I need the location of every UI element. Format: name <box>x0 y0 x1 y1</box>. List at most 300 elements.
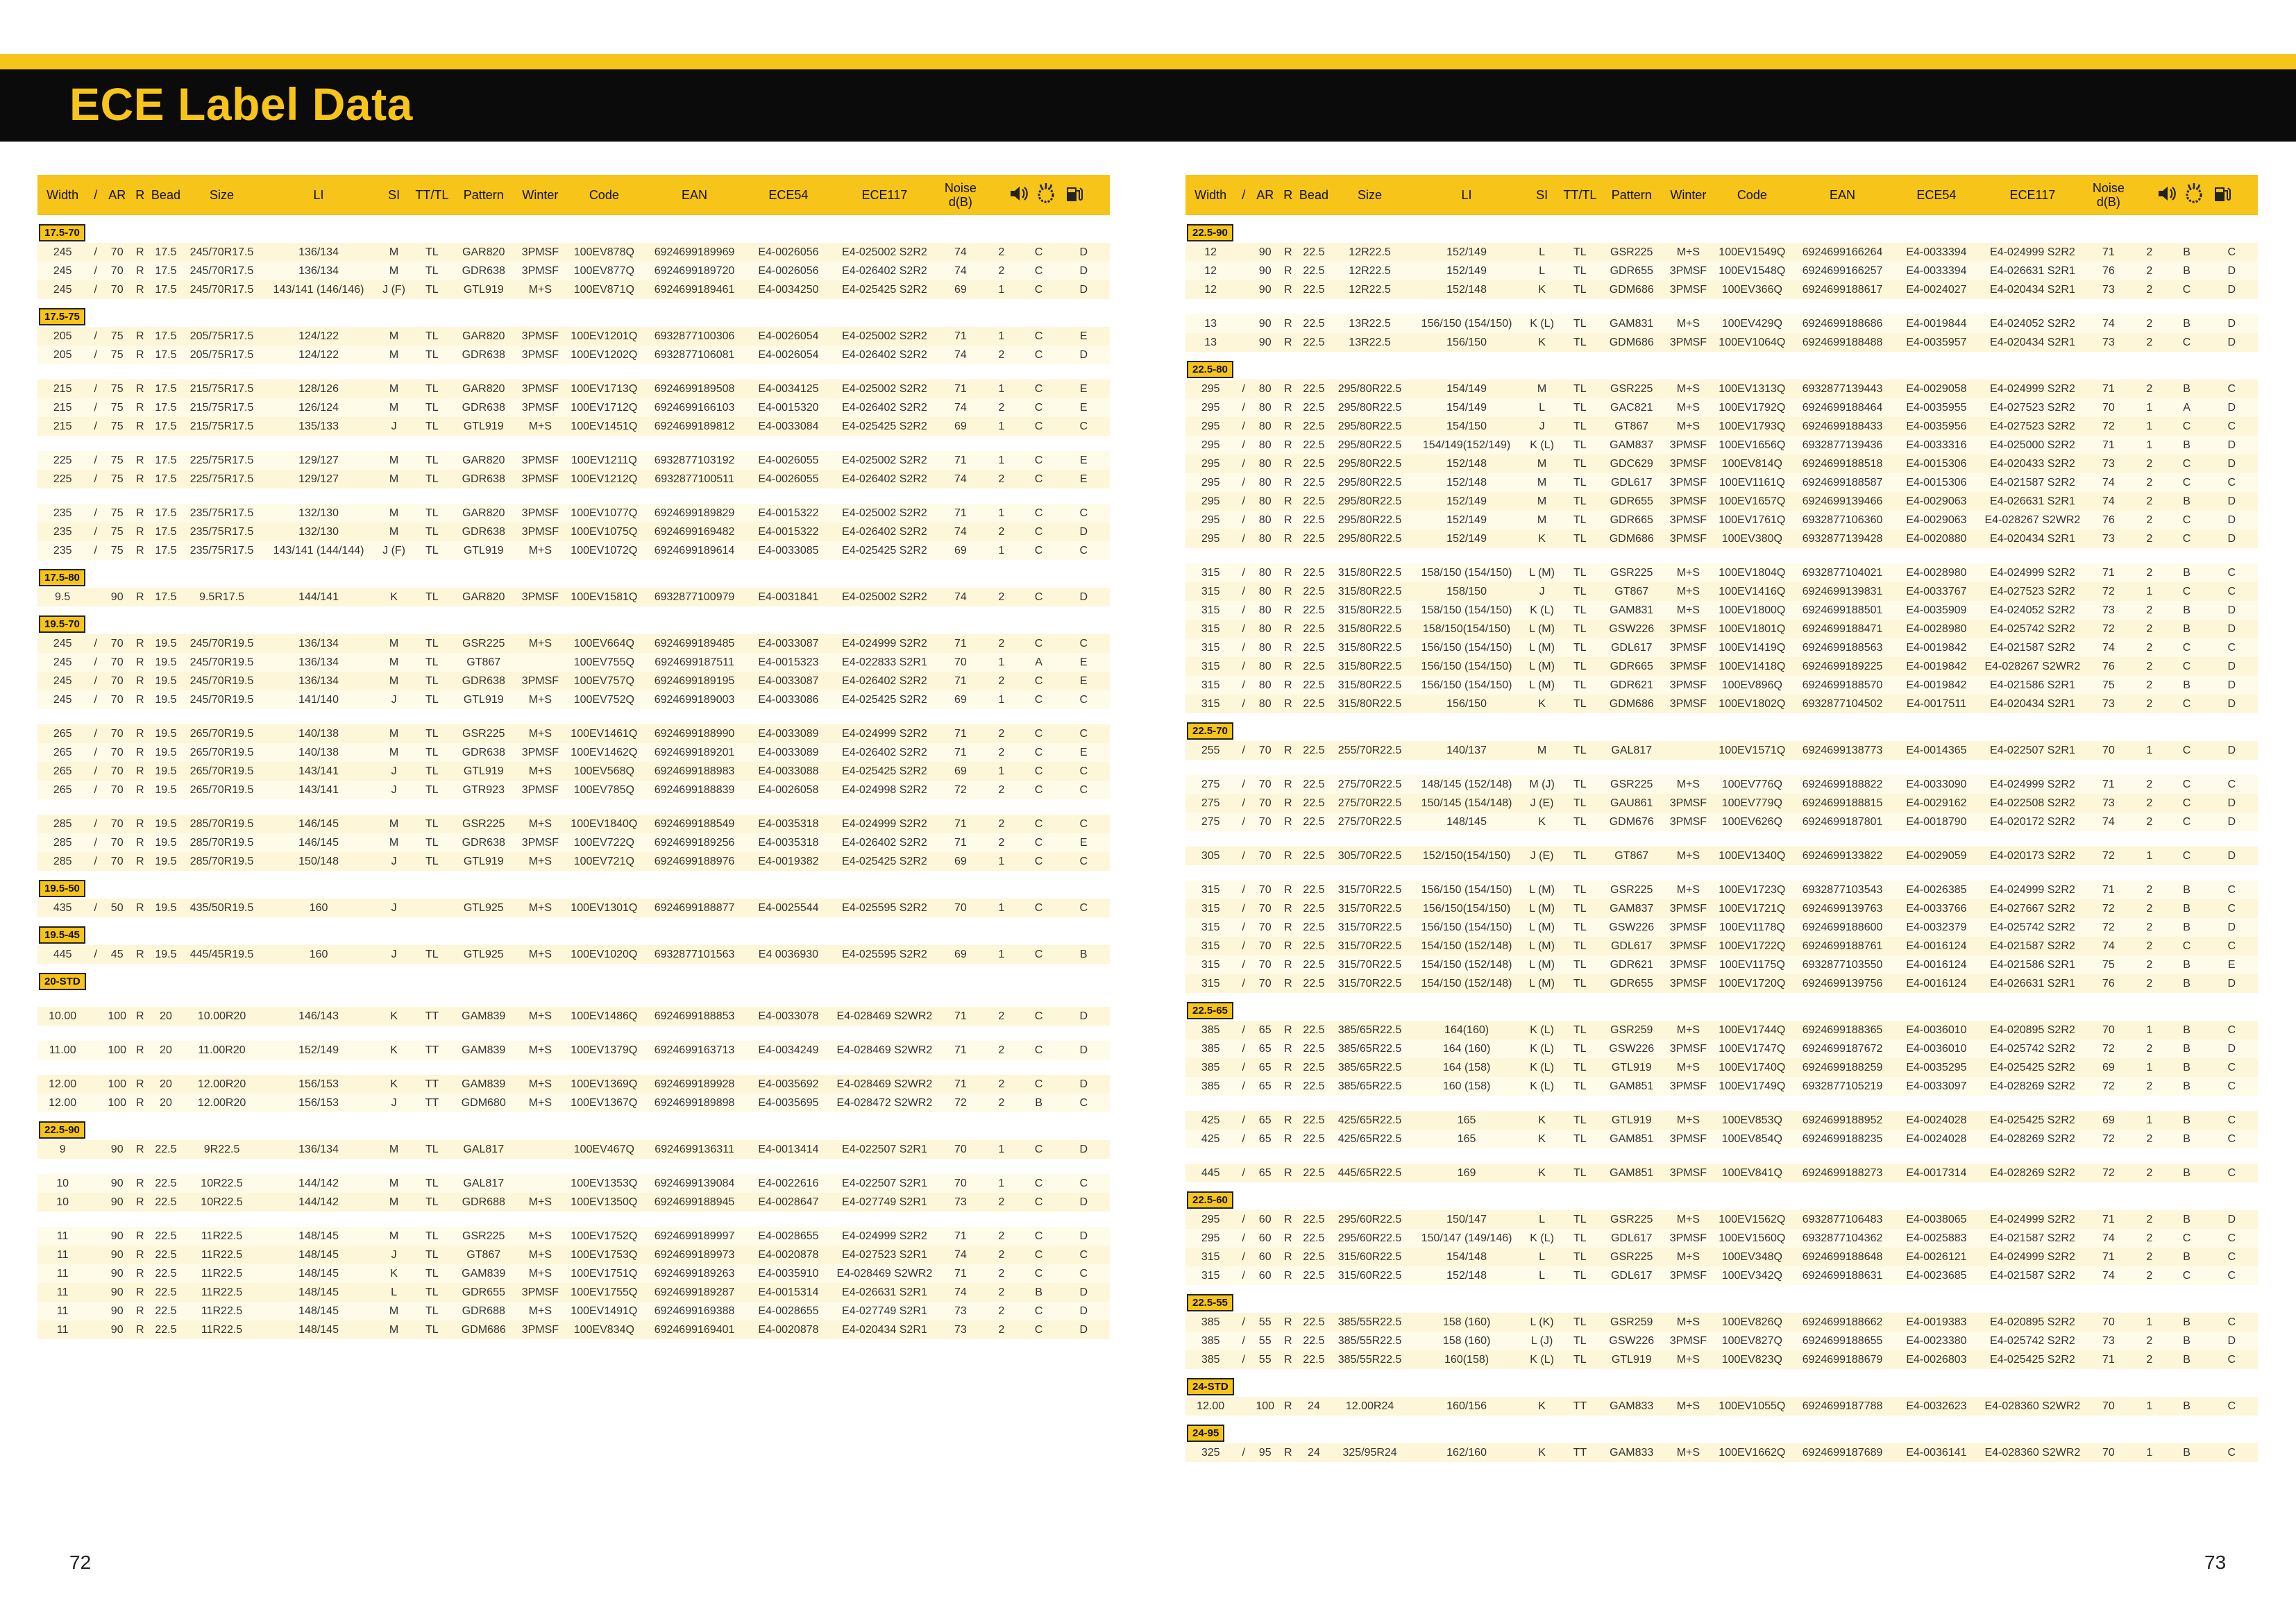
aspect-ratio-cell: 60 <box>1251 1248 1278 1266</box>
ece54-cell: E4-0028980 <box>1894 563 1979 582</box>
width-cell: 295 <box>1185 436 1235 454</box>
bead-cell: 19.5 <box>149 634 183 653</box>
code-cell: 100EV1451Q <box>566 417 643 436</box>
fuel-class-cell: D <box>1057 1041 1110 1060</box>
winter-mark-cell: M+S <box>1663 1397 1713 1416</box>
slash-cell <box>87 1320 103 1339</box>
wet-grip-cell: C <box>2168 937 2206 955</box>
label-icons-header <box>983 175 1110 215</box>
noise-icon <box>2154 182 2178 205</box>
ece54-cell: E4-0029059 <box>1894 847 1979 865</box>
size-group-tag: 17.5-80 <box>39 569 85 586</box>
width-cell: 13 <box>1185 314 1235 333</box>
code-cell: 100EV568Q <box>566 762 643 781</box>
ece117-cell: E4-024999 S2R2 <box>1979 775 2086 794</box>
aspect-ratio-cell: 65 <box>1251 1077 1278 1096</box>
width-cell: 295 <box>1185 511 1235 529</box>
ean-cell: 6924699189508 <box>643 380 746 398</box>
ece117-cell: E4-025425 S2R2 <box>1979 1111 2086 1130</box>
speed-index-cell: M <box>1524 380 1560 398</box>
noise-db-cell: 71 <box>2086 380 2131 398</box>
ean-cell: 6924699169401 <box>643 1320 746 1339</box>
ece117-cell: E4-025425 S2R2 <box>831 690 938 709</box>
noise-db-cell: 74 <box>2086 1229 2131 1248</box>
construction-cell: R <box>1278 1313 1297 1332</box>
aspect-ratio-cell: 65 <box>1251 1111 1278 1130</box>
table-row <box>37 262 1110 280</box>
table-row <box>37 243 1110 262</box>
noise-class-cell: 2 <box>2131 638 2168 657</box>
ean-cell: 6924699188983 <box>643 762 746 781</box>
ece54-cell: E4-0035956 <box>1894 417 1979 436</box>
top-accent-stripe <box>0 54 2296 69</box>
code-cell: 100EV1353Q <box>566 1174 643 1193</box>
noise-class-cell: 2 <box>983 522 1020 541</box>
noise-class-cell: 1 <box>2131 1313 2168 1332</box>
aspect-ratio-cell: 100 <box>1251 1397 1278 1416</box>
fuel-class-cell: C <box>2205 417 2258 436</box>
load-index-cell: 152/148 <box>1409 454 1523 473</box>
aspect-ratio-cell: 90 <box>103 1320 130 1339</box>
width-cell: 385 <box>1185 1077 1235 1096</box>
wet-grip-cell: B <box>2168 380 2206 398</box>
winter-mark-cell: 3PMSF <box>1663 262 1713 280</box>
bead-cell: 19.5 <box>149 724 183 743</box>
noise-class-cell: 1 <box>2131 741 2168 760</box>
code-cell: 100EV1752Q <box>566 1227 643 1246</box>
slash-cell: / <box>1235 638 1251 657</box>
table-row <box>1185 1111 2258 1130</box>
speed-index-cell: J (F) <box>376 280 412 299</box>
ece-label-table-right <box>1185 175 2258 1462</box>
pattern-cell: GDM686 <box>1600 529 1663 548</box>
ean-cell: 6924699189969 <box>643 243 746 262</box>
pattern-cell: GDR655 <box>1600 262 1663 280</box>
tube-type-cell: TL <box>412 1246 452 1264</box>
width-cell: 315 <box>1185 1248 1235 1266</box>
load-index-cell: 148/145 (152/148) <box>1409 775 1523 794</box>
width-cell: 315 <box>1185 563 1235 582</box>
size-cell: 385/55R22.5 <box>1331 1350 1410 1369</box>
aspect-ratio-cell: 70 <box>103 243 130 262</box>
slash-cell: / <box>1235 1266 1251 1285</box>
slash-cell: / <box>87 815 103 833</box>
width-cell: 315 <box>1185 695 1235 713</box>
speed-index-cell: M <box>1524 492 1560 511</box>
code-cell: 100EV752Q <box>566 690 643 709</box>
slash-cell: / <box>1235 657 1251 676</box>
load-index-cell: 165 <box>1409 1130 1523 1148</box>
load-index-cell: 160 (158) <box>1409 1077 1523 1096</box>
ece117-cell: E4-024999 S2R2 <box>831 724 938 743</box>
winter-mark-cell: 3PMSF <box>1663 676 1713 695</box>
construction-cell: R <box>1278 695 1297 713</box>
ece54-cell: E4-0032623 <box>1894 1397 1979 1416</box>
slash-cell: / <box>1235 847 1251 865</box>
slash-cell <box>87 1094 103 1112</box>
noise-db-cell: 73 <box>2086 280 2131 299</box>
load-index-cell: 162/160 <box>1409 1443 1523 1462</box>
fuel-class-cell: D <box>2205 601 2258 620</box>
pattern-cell: GDR638 <box>452 262 515 280</box>
size-cell: 10.00R20 <box>183 1007 262 1026</box>
size-cell: 265/70R19.5 <box>183 781 262 799</box>
size-cell: 215/75R17.5 <box>183 380 262 398</box>
ece54-cell: E4-0013414 <box>746 1140 831 1159</box>
table-row <box>37 1227 1110 1246</box>
bead-cell: 22.5 <box>1297 243 1331 262</box>
table-row <box>37 852 1110 871</box>
load-index-cell: 146/145 <box>261 815 375 833</box>
ean-cell: 6924699189263 <box>643 1264 746 1283</box>
speed-index-cell: M <box>376 724 412 743</box>
code-cell: 100EV877Q <box>566 262 643 280</box>
noise-class-cell: 2 <box>983 1075 1020 1094</box>
code-cell: 100EV626Q <box>1714 813 1791 831</box>
winter-mark-cell: M+S <box>515 945 565 964</box>
ece117-cell: E4-026402 S2R2 <box>831 672 938 690</box>
width-cell: 285 <box>37 852 87 871</box>
width-cell: 315 <box>1185 638 1235 657</box>
bead-cell: 22.5 <box>1297 775 1331 794</box>
size-cell: 315/70R22.5 <box>1331 881 1410 899</box>
ean-cell: 6932877103550 <box>1791 955 1894 974</box>
wet-grip-cell: B <box>2168 492 2206 511</box>
wet-grip-cell: C <box>1020 380 1058 398</box>
construction-cell: R <box>130 1075 149 1094</box>
fuel-class-cell: D <box>2205 974 2258 993</box>
tube-type-cell: TL <box>1560 380 1600 398</box>
ece117-cell: E4-024999 S2R2 <box>1979 1210 2086 1229</box>
noise-db-cell: 73 <box>2086 333 2131 352</box>
aspect-ratio-cell: 95 <box>1251 1443 1278 1462</box>
speed-index-cell: J <box>1524 582 1560 601</box>
pattern-cell: GAM851 <box>1600 1164 1663 1182</box>
wet-grip-icon <box>1034 182 1058 205</box>
width-cell: 245 <box>37 653 87 672</box>
size-cell: 315/80R22.5 <box>1331 638 1410 657</box>
code-cell: 100EV342Q <box>1714 1266 1791 1285</box>
noise-class-cell: 2 <box>2131 1039 2168 1058</box>
noise-class-cell: 2 <box>2131 314 2168 333</box>
aspect-ratio-cell: 90 <box>103 588 130 606</box>
wet-grip-cell: C <box>1020 262 1058 280</box>
construction-cell: R <box>130 262 149 280</box>
size-cell: 295/80R22.5 <box>1331 417 1410 436</box>
ece54-cell: E4-0015322 <box>746 504 831 522</box>
size-group-tag: 19.5-45 <box>39 926 85 944</box>
fuel-class-cell: C <box>2205 937 2258 955</box>
ece54-cell: E4-0036010 <box>1894 1021 1979 1039</box>
width-cell: 435 <box>37 899 87 917</box>
ean-cell: 6924699136311 <box>643 1140 746 1159</box>
size-cell: 11.00R20 <box>183 1041 262 1060</box>
aspect-ratio-cell: 45 <box>103 945 130 964</box>
noise-db-cell: 71 <box>2086 436 2131 454</box>
pattern-cell: GSR225 <box>1600 563 1663 582</box>
size-cell: 295/80R22.5 <box>1331 454 1410 473</box>
size-cell: 425/65R22.5 <box>1331 1130 1410 1148</box>
load-index-cell: 154/150 (152/148) <box>1409 955 1523 974</box>
tube-type-cell: TL <box>412 1174 452 1193</box>
size-cell: 265/70R19.5 <box>183 724 262 743</box>
col-li: LI <box>261 175 375 215</box>
slash-cell: / <box>87 762 103 781</box>
ean-cell: 6924699188815 <box>1791 794 1894 813</box>
noise-db-cell: 76 <box>2086 974 2131 993</box>
winter-mark-cell: M+S <box>1663 1443 1713 1462</box>
tube-type-cell: TL <box>1560 775 1600 794</box>
tube-type-cell: TL <box>412 743 452 762</box>
code-cell: 100EV1075Q <box>566 522 643 541</box>
aspect-ratio-cell: 75 <box>103 522 130 541</box>
noise-class-cell: 2 <box>2131 620 2168 638</box>
bead-cell: 19.5 <box>149 945 183 964</box>
ean-cell: 6932877101563 <box>643 945 746 964</box>
construction-cell: R <box>130 781 149 799</box>
code-cell: 100EV814Q <box>1714 454 1791 473</box>
fuel-icon <box>2210 182 2234 205</box>
table-row <box>1185 511 2258 529</box>
code-cell: 100EV1416Q <box>1714 582 1791 601</box>
noise-db-cell: 69 <box>938 852 983 871</box>
ean-cell: 6924699189720 <box>643 262 746 280</box>
fuel-class-cell: C <box>2205 473 2258 492</box>
noise-icon <box>1006 182 1030 205</box>
ean-cell: 6924699188655 <box>1791 1332 1894 1350</box>
noise-class-cell: 2 <box>983 833 1020 852</box>
size-cell: 385/55R22.5 <box>1331 1313 1410 1332</box>
speed-index-cell: K (L) <box>1524 1039 1560 1058</box>
group-row <box>37 917 1110 945</box>
size-cell: 295/80R22.5 <box>1331 473 1410 492</box>
code-cell: 100EV1840Q <box>566 815 643 833</box>
tube-type-cell: TL <box>412 327 452 346</box>
width-cell: 215 <box>37 417 87 436</box>
tube-type-cell: TL <box>412 1193 452 1212</box>
construction-cell: R <box>1278 974 1297 993</box>
slash-cell: / <box>87 504 103 522</box>
pattern-cell: GT867 <box>1600 847 1663 865</box>
noise-db-cell: 74 <box>2086 638 2131 657</box>
fuel-class-cell: D <box>1057 588 1110 606</box>
winter-mark-cell: 3PMSF <box>1663 1164 1713 1182</box>
load-index-cell: 136/134 <box>261 243 375 262</box>
slash-cell: / <box>1235 492 1251 511</box>
noise-db-cell: 74 <box>938 588 983 606</box>
size-group-tag: 19.5-50 <box>39 880 85 897</box>
ece117-cell: E4-024052 S2R2 <box>1979 314 2086 333</box>
pattern-cell: GTL919 <box>1600 1111 1663 1130</box>
noise-db-cell: 71 <box>2086 1350 2131 1369</box>
construction-cell: R <box>1278 847 1297 865</box>
aspect-ratio-cell: 80 <box>1251 454 1278 473</box>
ece54-cell: E4-0035295 <box>1894 1058 1979 1077</box>
noise-class-cell: 2 <box>2131 511 2168 529</box>
size-cell: 285/70R19.5 <box>183 833 262 852</box>
bead-cell: 22.5 <box>1297 620 1331 638</box>
fuel-class-cell: D <box>2205 1332 2258 1350</box>
noise-db-cell: 69 <box>938 690 983 709</box>
construction-cell: R <box>1278 1229 1297 1248</box>
table-row <box>37 1302 1110 1320</box>
table-row <box>1185 262 2258 280</box>
bead-cell: 22.5 <box>149 1193 183 1212</box>
col-noise: Noise d(B) <box>938 175 983 215</box>
ean-cell: 6924699169482 <box>643 522 746 541</box>
winter-mark-cell: M+S <box>1663 881 1713 899</box>
bead-cell: 22.5 <box>1297 398 1331 417</box>
fuel-class-cell: E <box>1057 672 1110 690</box>
code-cell: 100EV779Q <box>1714 794 1791 813</box>
aspect-ratio-cell: 80 <box>1251 492 1278 511</box>
pattern-cell: GT867 <box>1600 582 1663 601</box>
construction-cell: R <box>130 1094 149 1112</box>
load-index-cell: 144/142 <box>261 1193 375 1212</box>
ece117-cell: E4-026631 S2R1 <box>1979 262 2086 280</box>
construction-cell: R <box>1278 601 1297 620</box>
pattern-cell: GSR259 <box>1600 1313 1663 1332</box>
wet-grip-cell: B <box>2168 1443 2206 1462</box>
aspect-ratio-cell: 90 <box>103 1283 130 1302</box>
construction-cell: R <box>1278 1164 1297 1182</box>
winter-mark-cell: 3PMSF <box>515 346 565 364</box>
bead-cell: 22.5 <box>1297 563 1331 582</box>
width-cell: 385 <box>1185 1058 1235 1077</box>
construction-cell: R <box>1278 1111 1297 1130</box>
winter-mark-cell: M+S <box>515 280 565 299</box>
ean-cell: 6932877104362 <box>1791 1229 1894 1248</box>
table-row <box>1185 1229 2258 1248</box>
winter-mark-cell: M+S <box>1663 1313 1713 1332</box>
speed-index-cell: K <box>1524 529 1560 548</box>
col-ean: EAN <box>1791 175 1894 215</box>
noise-class-cell: 1 <box>983 653 1020 672</box>
table-row <box>1185 243 2258 262</box>
slash-cell: / <box>87 833 103 852</box>
speed-index-cell: M <box>376 262 412 280</box>
construction-cell: R <box>130 1246 149 1264</box>
ece54-cell: E4-0015323 <box>746 653 831 672</box>
ean-cell: 6924699189997 <box>643 1227 746 1246</box>
tube-type-cell: TL <box>412 762 452 781</box>
fuel-class-cell: E <box>1057 327 1110 346</box>
ece117-cell: E4-025425 S2R2 <box>831 280 938 299</box>
wet-grip-cell: C <box>1020 243 1058 262</box>
wet-grip-cell: C <box>1020 451 1058 470</box>
aspect-ratio-cell: 70 <box>1251 899 1278 918</box>
noise-db-cell: 74 <box>938 1246 983 1264</box>
tube-type-cell: TL <box>1560 454 1600 473</box>
width-cell: 385 <box>1185 1039 1235 1058</box>
tube-type-cell: TL <box>412 672 452 690</box>
wet-grip-cell: C <box>1020 945 1058 964</box>
width-cell: 315 <box>1185 881 1235 899</box>
tube-type-cell: TL <box>1560 492 1600 511</box>
tube-type-cell: TL <box>1560 398 1600 417</box>
speed-index-cell: M <box>376 522 412 541</box>
load-index-cell: 148/145 <box>261 1227 375 1246</box>
speed-index-cell: L (M) <box>1524 638 1560 657</box>
speed-index-cell: M <box>1524 511 1560 529</box>
wet-grip-cell: C <box>1020 522 1058 541</box>
winter-mark-cell <box>515 653 565 672</box>
ece117-cell: E4-025425 S2R2 <box>831 852 938 871</box>
pattern-cell: GDL617 <box>1600 1266 1663 1285</box>
tube-type-cell: TL <box>1560 620 1600 638</box>
table-row <box>1185 380 2258 398</box>
bead-cell: 17.5 <box>149 451 183 470</box>
size-cell: 385/65R22.5 <box>1331 1039 1410 1058</box>
noise-class-cell: 2 <box>2131 280 2168 299</box>
pattern-cell: GDR638 <box>452 398 515 417</box>
slash-cell: / <box>1235 1332 1251 1350</box>
winter-mark-cell: M+S <box>1663 314 1713 333</box>
slash-cell: / <box>1235 1210 1251 1229</box>
size-cell: 435/50R19.5 <box>183 899 262 917</box>
speed-index-cell: K <box>1524 1130 1560 1148</box>
size-cell: 315/80R22.5 <box>1331 563 1410 582</box>
noise-db-cell: 71 <box>2086 563 2131 582</box>
ece117-cell: E4-024999 S2R2 <box>1979 243 2086 262</box>
speed-index-cell: M <box>376 1174 412 1193</box>
speed-index-cell: L (M) <box>1524 881 1560 899</box>
tube-type-cell: TL <box>412 588 452 606</box>
slash-cell: / <box>1235 1077 1251 1096</box>
ece54-cell: E4-0036010 <box>1894 1039 1979 1058</box>
wet-grip-cell: B <box>2168 1350 2206 1369</box>
aspect-ratio-cell: 50 <box>103 899 130 917</box>
bead-cell: 22.5 <box>149 1227 183 1246</box>
load-index-cell: 140/138 <box>261 724 375 743</box>
ece54-cell: E4-0033097 <box>1894 1077 1979 1096</box>
width-cell: 9 <box>37 1140 87 1159</box>
width-cell: 245 <box>37 262 87 280</box>
table-row <box>1185 563 2258 582</box>
ece54-cell: E4-0026054 <box>746 327 831 346</box>
table-row <box>1185 1058 2258 1077</box>
noise-db-cell: 70 <box>2086 741 2131 760</box>
slash-cell: / <box>1235 676 1251 695</box>
table-row <box>1185 582 2258 601</box>
pattern-cell: GSR225 <box>1600 380 1663 398</box>
table-row <box>37 743 1110 762</box>
code-cell: 100EV721Q <box>566 852 643 871</box>
table-row <box>1185 638 2258 657</box>
ece117-cell: E4-024999 S2R2 <box>831 634 938 653</box>
aspect-ratio-cell: 55 <box>1251 1313 1278 1332</box>
winter-mark-cell: M+S <box>515 541 565 560</box>
tube-type-cell: TL <box>1560 1332 1600 1350</box>
speed-index-cell: M <box>376 327 412 346</box>
ean-cell: 6924699189195 <box>643 672 746 690</box>
aspect-ratio-cell: 80 <box>1251 695 1278 713</box>
ean-cell: 6924699169388 <box>643 1302 746 1320</box>
noise-db-cell: 69 <box>938 945 983 964</box>
noise-class-cell: 2 <box>983 1283 1020 1302</box>
size-cell: 235/75R17.5 <box>183 504 262 522</box>
fuel-class-cell: E <box>1057 833 1110 852</box>
code-cell: 100EV757Q <box>566 672 643 690</box>
size-cell: 265/70R19.5 <box>183 743 262 762</box>
size-cell: 385/65R22.5 <box>1331 1021 1410 1039</box>
ece117-cell: E4-021587 S2R2 <box>1979 1266 2086 1285</box>
aspect-ratio-cell: 100 <box>103 1094 130 1112</box>
noise-db-cell: 69 <box>938 417 983 436</box>
aspect-ratio-cell: 60 <box>1251 1229 1278 1248</box>
wet-grip-cell: B <box>2168 1111 2206 1130</box>
width-cell: 11 <box>37 1320 87 1339</box>
